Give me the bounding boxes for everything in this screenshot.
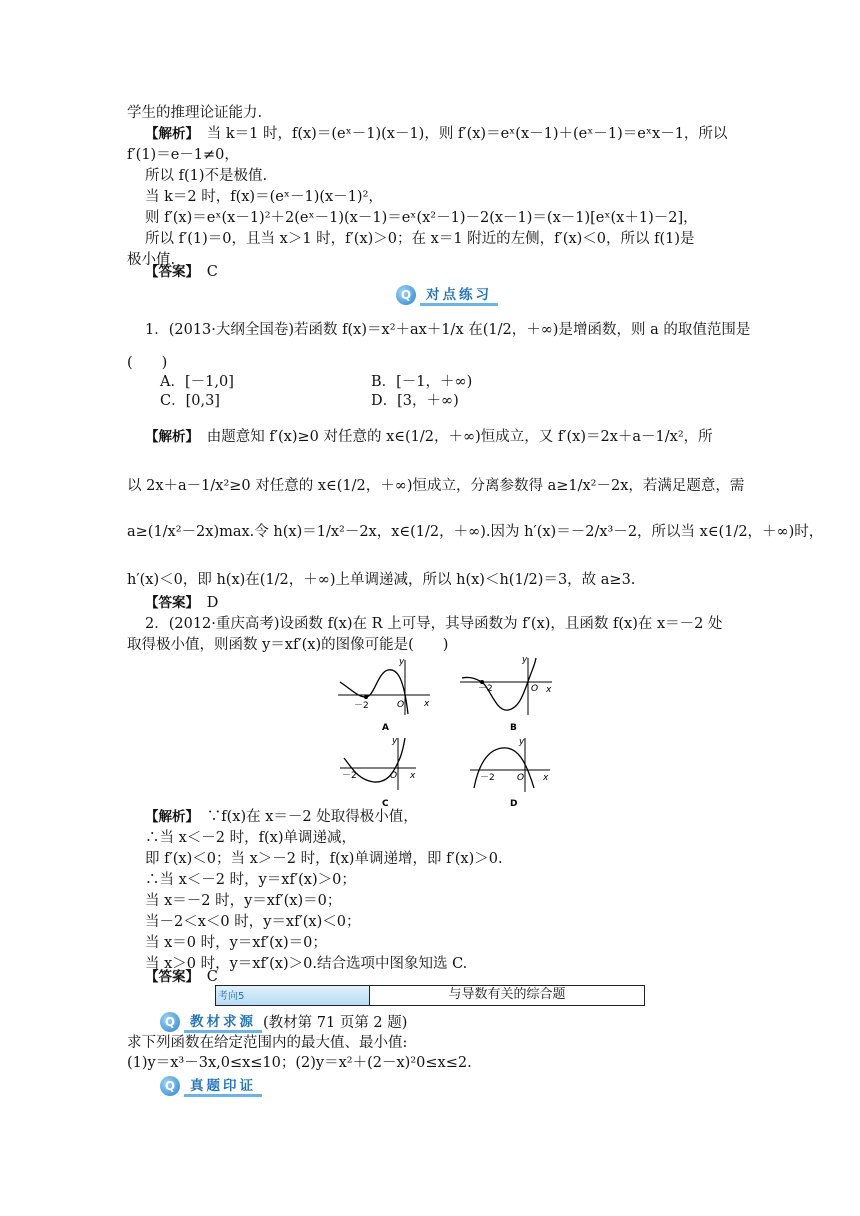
y-label: y [519,737,525,747]
x-label: x [410,771,416,781]
tick-label: －2 [354,701,369,711]
text-line: ∴当 x＜－2 时，y＝xf′(x)＞0； [145,872,356,888]
textbook-source: (教材第 71 页第 2 题) [263,1015,408,1031]
text-line: 当 x＝－2 时，y＝xf′(x)＝0； [145,893,342,909]
banner-title: 真题印证 [184,1074,262,1097]
y-label: y [399,657,405,667]
tick-label: －2 [478,684,493,694]
y-label: y [522,655,528,665]
graph-options [330,650,560,808]
text-line: 【答案】 C [145,264,218,280]
text-line: 即 f′(x)＜0；当 x＞－2 时，f(x)单调递增，即 f′(x)＞0. [145,851,503,867]
topic-tag: 考向5 [218,991,245,1002]
exam-banner [160,1074,262,1097]
analysis-tag: 【解析】 [145,126,193,142]
tick-label: －2 [480,773,495,783]
option-a: A．[－1,0] [160,374,234,390]
banner-title: 教材求源 [184,1010,262,1033]
text-line: h′(x)＜0，即 h(x)在(1/2，＋∞)上单调递减，所以 h(x)＜h(1/2)＝3，故 a≥3. [127,572,636,588]
question-2: 2．(2012·重庆高考)设函数 f(x)在 R 上可导，其导函数为 f′(x)，且函数 f(x)在 x＝－2 处 [145,616,723,632]
q-badge-icon: Q [160,1076,180,1096]
graph-label: D [510,799,518,808]
text-line: (1)y＝x³－3x,0≤x≤10；(2)y＝x²＋(2－x)²0≤x≤2. [127,1055,472,1071]
graph-label: B [510,723,517,733]
x-label: x [546,685,552,695]
text-line: a≥(1/x²－2x)max.令 h(x)＝1/x²－2x，x∈(1/2，＋∞).因为 h′(x)＝－2/x³－2，所以当 x∈(1/2，＋∞)时， [127,524,824,540]
analysis-tag: 【解析】 [145,429,193,445]
x-label: x [424,699,430,709]
text-line: 当 k＝2 时，f(x)＝(eˣ－1)(x－1)²， [145,189,383,205]
analysis-tag: 【解析】 [145,809,193,825]
origin-label: O [397,700,405,710]
text-line: ∴当 x＜－2 时，f(x)单调递减， [145,830,356,846]
text-line: 【答案】 C [145,969,218,985]
y-label: y [392,736,398,746]
answer-tag: 【答案】 [145,969,193,985]
graph-c [340,736,416,808]
x-label: x [543,773,549,783]
option-b: B．[－1，＋∞) [371,374,473,390]
textbook-banner [160,1010,262,1033]
text-line: 以 2x＋a－1/x²≥0 对任意的 x∈(1/2，＋∞)恒成立，分离参数得 a≥1/x²－2x，若满足题意，需 [127,478,745,494]
origin-label: O [531,684,539,694]
text-line: 当 x＞0 时，y＝xf′(x)＞0.结合选项中图象知选 C. [145,956,468,972]
graph-d [470,737,550,808]
graph-b [460,655,552,733]
text-line: 则 f′(x)＝eˣ(x－1)²＋2(eˣ－1)(x－1)＝eˣ(x²－1)－2(x－1)＝(x－1)[eˣ(x＋1)－2]， [145,210,698,226]
practice-banner [396,283,498,306]
text-line: 【解析】 ∵f(x)在 x＝－2 处取得极小值， [145,809,418,825]
tick-label: －2 [342,771,357,781]
text-line: 当－2＜x＜0 时，y＝xf′(x)＜0； [145,914,361,930]
question-1: 1．(2013·大纲全国卷)若函数 f(x)＝x²＋ax＋1/x 在(1/2，＋∞)是增函数，则 a 的取值范围是 [145,322,751,338]
banner-title: 对点练习 [420,283,498,306]
topic-tag-cell [216,986,370,1005]
option-c: C．[0,3] [160,393,220,409]
answer-tag: 【答案】 [145,264,193,280]
origin-label: O [390,771,398,781]
graph-a [338,657,430,733]
text-line: f′(1)＝e－1≠0， [127,147,239,163]
q-badge-icon: Q [160,1012,180,1032]
graph-label: A [382,723,389,733]
text-line: 当 x＝0 时，y＝xf′(x)＝0； [145,935,327,951]
question-2-line2: 取得极小值，则函数 y＝xf′(x)的图像可能是( ) [127,637,449,653]
text-line: 【答案】 D [145,595,219,611]
origin-label: O [517,773,525,783]
topic-header-table [215,985,645,1006]
text-line: 【解析】 由题意知 f′(x)≥0 对任意的 x∈(1/2，＋∞)恒成立，又 f′(x)＝2x＋a－1/x²，所 [145,429,713,445]
option-d: D．[3，＋∞) [371,393,459,409]
text-line: 所以 f′(1)＝0，且当 x＞1 时，f′(x)＞0；在 x＝1 附近的左侧，f′(x)＜0，所以 f(1)是 [145,231,695,247]
topic-title: 与导数有关的综合题 [448,987,566,1002]
text-line: 极小值. [127,252,176,268]
graph-label: C [382,799,389,808]
text-line: 学生的推理论证能力. [127,105,263,121]
answer-tag: 【答案】 [145,595,193,611]
question-1-bracket: ( ) [127,355,168,371]
text-line: 求下列函数在给定范围内的最大值、最小值: [127,1035,408,1051]
text-line: 所以 f(1)不是极值. [145,168,268,184]
q-badge-icon: Q [396,285,416,305]
text-line: 【解析】 当 k＝1 时，f(x)＝(eˣ－1)(x－1)，则 f′(x)＝eˣ(x－1)＋(eˣ－1)＝eˣx－1，所以 [145,126,728,142]
